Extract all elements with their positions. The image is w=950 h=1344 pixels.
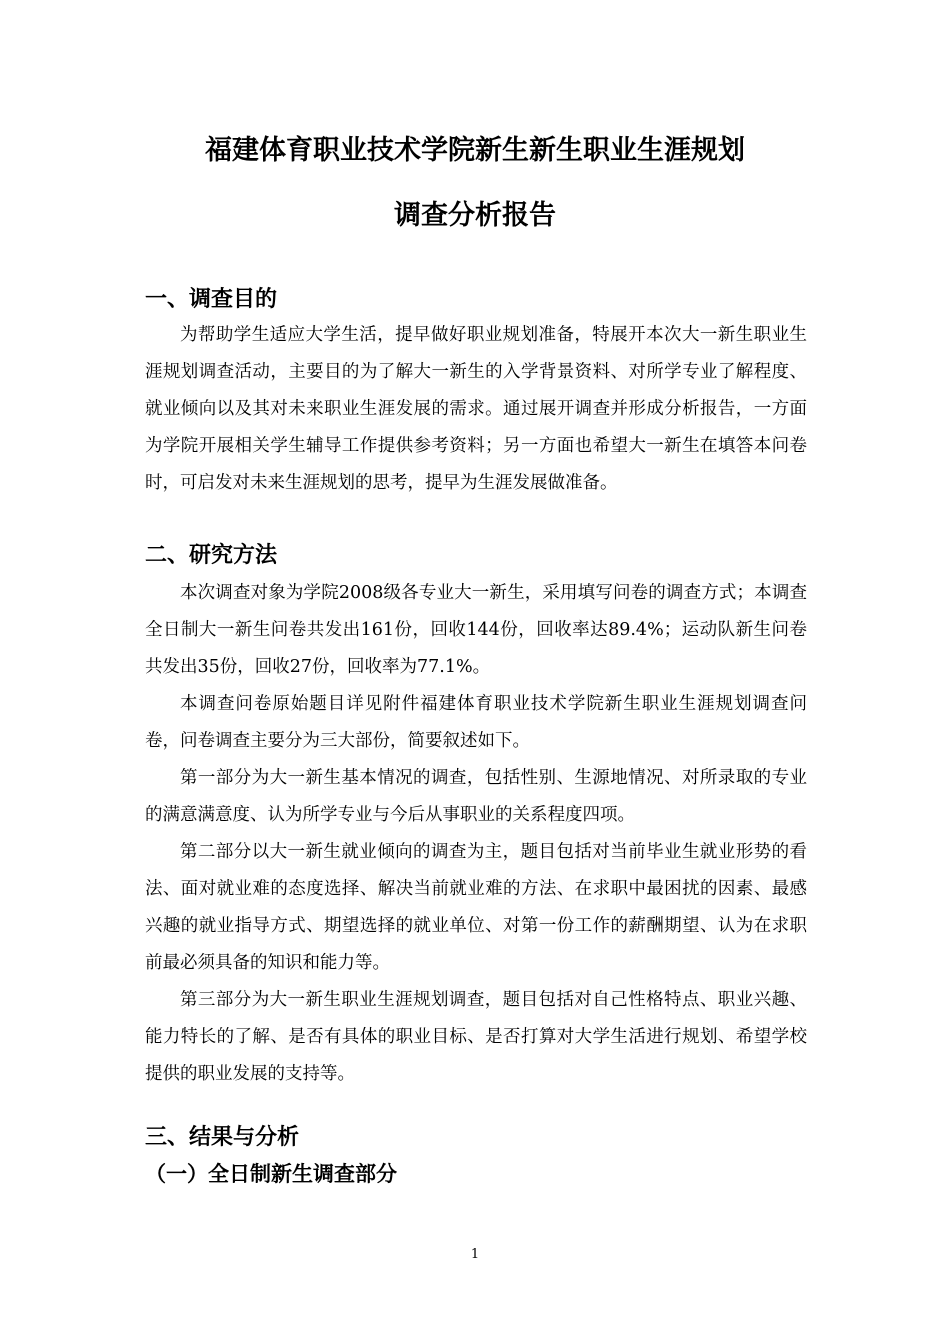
paragraph-method-5: 第三部分为大一新生职业生涯规划调查，题目包括对自己性格特点、职业兴趣、能力特长的了解、是否有具体的职业目标、是否打算对大学生活进行规划、希望学校提供的职业发展的支持等。 [145, 990, 807, 1084]
page-number: 1 [470, 1247, 480, 1262]
paragraph-method-1: 本次调查对象为学院2008级各专业大一新生，采用填写问卷的调查方式；本调查全日制大一新生问卷共发出161份，回收144份，回收率达89.4%；运动队新生问卷共发出35份，回收27份，回收率为77.1%。 [145, 583, 807, 677]
paragraph-method-2: 本调查问卷原始题目详见附件福建体育职业技术学院新生职业生涯规划调查问卷，问卷调查主要分为三大部份，简要叙述如下。 [145, 694, 807, 751]
paragraph-method-3: 第一部分为大一新生基本情况的调查，包括性别、生源地情况、对所录取的专业的满意满意度、认为所学专业与今后从事职业的关系程度四项。 [145, 768, 807, 825]
paragraph-method-4: 第二部分以大一新生就业倾向的调查为主，题目包括对当前毕业生就业形势的看法、面对就业难的态度选择、解决当前就业难的方法、在求职中最困扰的因素、最感兴趣的就业指导方式、期望选择的就业单位、对第一份工作的薪酬期望、认为在求职前最必须具备的知识和能力等。 [145, 842, 807, 973]
subsection-heading-fulltime: （一）全日制新生调查部分 [145, 1162, 397, 1186]
section-heading-method: 二、研究方法 [145, 543, 278, 568]
document-title-line1: 福建体育职业技术学院新生新生职业生涯规划 [205, 135, 745, 166]
section-heading-purpose: 一、调查目的 [145, 287, 278, 312]
document-title-line2: 调查分析报告 [394, 200, 556, 231]
paragraph-purpose: 为帮助学生适应大学生活，提早做好职业规划准备，特展开本次大一新生职业生涯规划调查活动，主要目的为了解大一新生的入学背景资料、对所学专业了解程度、就业倾向以及其对未来职业生涯发展的需求。通过展开调查并形成分析报告，一方面为学院开展相关学生辅导工作提供参考资料；另一方面也希望大一新生在填答本问卷时，可启发对未来生涯规划的思考，提早为生涯发展做准备。 [145, 325, 807, 493]
section-heading-results: 三、结果与分析 [145, 1125, 300, 1150]
